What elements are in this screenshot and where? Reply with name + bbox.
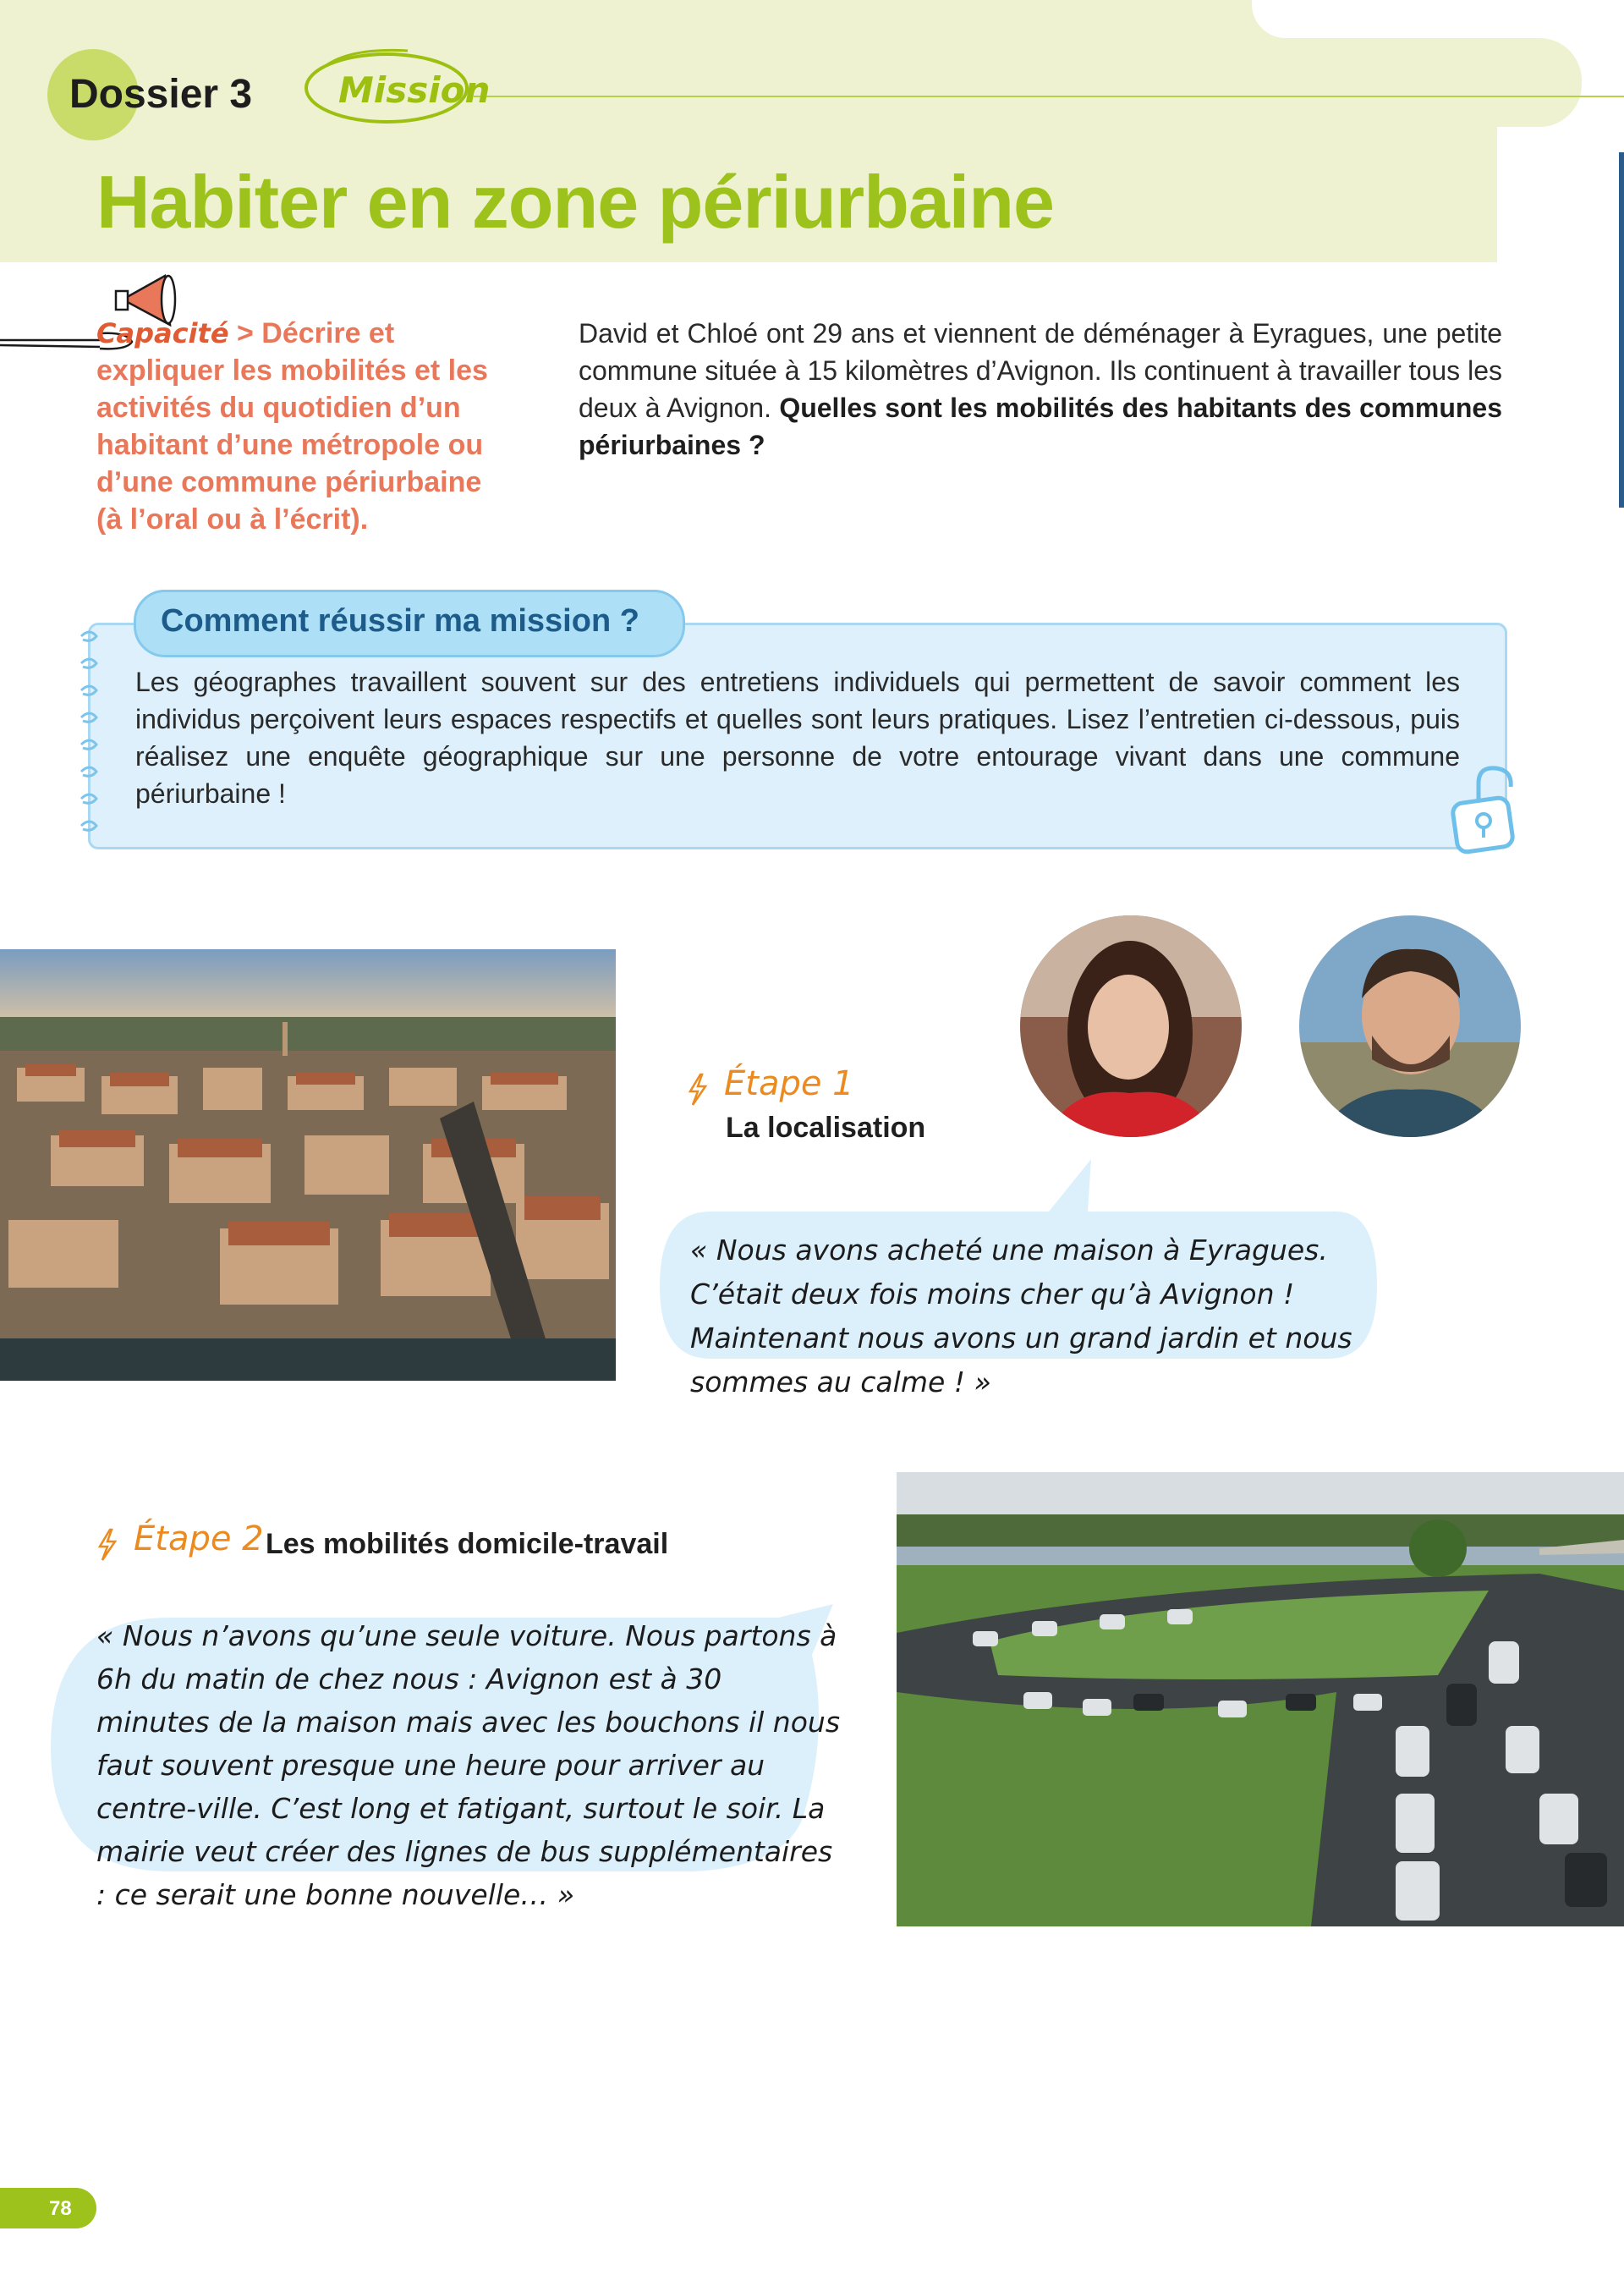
page-title: Habiter en zone périurbaine	[96, 160, 1054, 244]
step2-quote: « Nous n’avons qu’une seule voiture. Nous partons à 6h du matin de chez nous : Avignon est à 30 minutes de la maison mais avec les bouchons il nous faut souvent presque une heure pour arriver au centre-ville. C’est long et fatigant, surtout le soir. La mairie veut créer des lignes de bus supplémentaires : ce serait une bonne nouvelle… »	[96, 1619, 841, 1911]
how-to-text: Les géographes travaillent souvent sur des entretiens individuels qui permettent de savoir comment les individus perçoivent leurs espaces respectifs et quelles sont leurs pratiques. Lisez l’entretien ci-dessous, puis réalisez une enquête géographique sur une personne de votre entourage vivant dans une commune périurbaine !	[135, 667, 1460, 809]
step1-quote: « Nous avons acheté une maison à Eyragues. C’était deux fois moins cher qu’à Avignon ! Maintenant nous avons un grand jardin et nous sommes au calme ! »	[690, 1234, 1352, 1399]
david-avatar	[1299, 915, 1521, 1137]
capacity-arrow: >	[236, 317, 254, 349]
header-band-extension-lower	[1320, 127, 1497, 262]
capacity-label: Capacité	[96, 317, 229, 349]
intro-question: Quelles sont les mobilités des habitants des communes périurbaines ?	[579, 393, 1503, 460]
lightning-icon	[95, 1528, 120, 1562]
capacity-text: Décrire et expliquer les mobilités et les activités du quotidien d’un habitant d’une métropole ou d’une commune périurbaine (à l’oral ou à l’écrit).	[96, 317, 488, 536]
header-band-extension	[1252, 38, 1582, 127]
step1-subtitle: La localisation	[726, 1112, 926, 1144]
traffic-jam-photo	[897, 1472, 1624, 1926]
unlock-icon	[1448, 763, 1524, 856]
aerial-village-photo	[0, 949, 616, 1381]
capacity-block	[96, 315, 494, 538]
header-rule	[474, 96, 1624, 97]
page-number-tab	[0, 2188, 96, 2228]
notebook-spiral-icon	[74, 624, 108, 846]
step1-label: Étape 1	[724, 1064, 854, 1103]
intro-paragraph	[579, 315, 1502, 464]
page-edge-bar	[1619, 152, 1624, 508]
mission-badge-label: Mission	[338, 69, 491, 111]
lightning-icon	[685, 1073, 710, 1107]
chloe-avatar	[1020, 915, 1242, 1137]
header-notch	[1252, 0, 1624, 38]
page-number: 78	[49, 2197, 72, 2220]
step2-subtitle: Les mobilités domicile-travail	[266, 1528, 669, 1560]
how-to-title: Comment réussir ma mission ?	[161, 603, 639, 639]
intro-text: David et Chloé ont 29 ans et viennent de déménager à Eyragues, une petite commune située à 15 kilomètres d’Avignon. Ils continuent à travailler tous les deux à Avignon.	[579, 318, 1502, 423]
step2-label: Étape 2	[134, 1519, 264, 1558]
dossier-label: Dossier 3	[69, 72, 253, 117]
